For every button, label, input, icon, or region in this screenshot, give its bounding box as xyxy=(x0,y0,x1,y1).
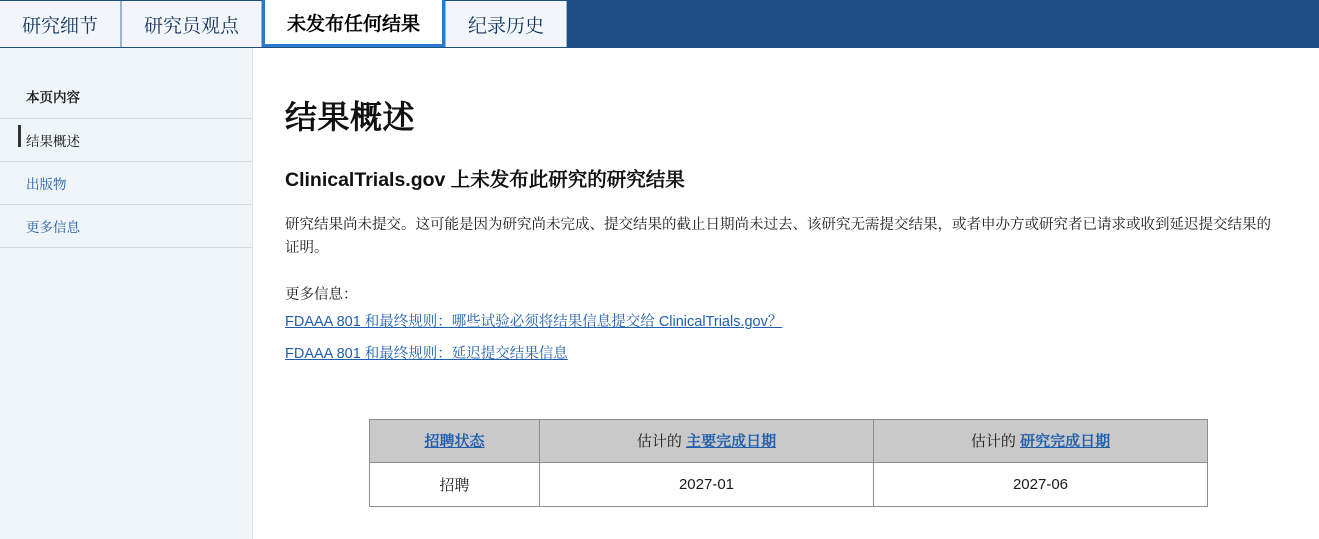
content-area xyxy=(0,48,1319,539)
tab-record-history[interactable] xyxy=(445,1,567,47)
tab-no-results-posted[interactable] xyxy=(262,0,445,47)
header-prefix: 估计的 xyxy=(636,433,682,451)
link-fdaaa-delayed-submission[interactable]: FDAAA 801 和最终规则：延迟提交结果信息 xyxy=(285,345,568,362)
sidebar-item-label: 更多信息 xyxy=(26,220,80,235)
table-body xyxy=(370,462,1208,506)
table-row xyxy=(370,462,1208,506)
header-recruitment-status xyxy=(370,419,540,462)
cell-study-completion-date: 2027-06 xyxy=(874,462,1208,506)
header-link-recruitment-status[interactable]: 招聘状态 xyxy=(424,433,485,451)
status-table-wrapper xyxy=(285,419,1279,507)
tab-label: 研究员观点 xyxy=(144,15,240,37)
tab-investigator-view[interactable] xyxy=(121,1,262,47)
header-study-completion-date xyxy=(874,419,1208,462)
sidebar-item-results-overview[interactable] xyxy=(0,118,252,161)
tab-label: 研究细节 xyxy=(22,15,99,37)
table-head xyxy=(370,419,1208,462)
page-title: 结果概述 xyxy=(285,99,416,135)
header-link-primary-completion-date[interactable]: 主要完成日期 xyxy=(686,433,777,451)
header-primary-completion-date xyxy=(540,419,874,462)
link-row xyxy=(285,310,1279,339)
more-info-label: 更多信息： xyxy=(285,286,358,303)
tab-label: 未发布任何结果 xyxy=(287,13,421,35)
tab-study-details[interactable] xyxy=(0,1,121,47)
sidebar-item-more-information[interactable] xyxy=(0,204,252,248)
link-row xyxy=(285,342,1279,371)
sidebar-title: 本页内容 xyxy=(26,90,80,105)
table-header-row xyxy=(370,419,1208,462)
link-fdaaa-which-trials[interactable]: FDAAA 801 和最终规则：哪些试验必须将结果信息提交给 ClinicalTrials.gov？ xyxy=(285,313,783,330)
sidebar-item-publications[interactable] xyxy=(0,161,252,204)
sidebar-item-label: 结果概述 xyxy=(26,134,80,149)
cell-recruitment-status: 招聘 xyxy=(370,462,540,506)
tab-label: 纪录历史 xyxy=(468,15,545,37)
header-link-study-completion-date[interactable]: 研究完成日期 xyxy=(1020,433,1111,451)
sidebar-item-label: 出版物 xyxy=(26,177,67,192)
tab-bar xyxy=(0,0,1319,48)
header-prefix: 估计的 xyxy=(970,433,1016,451)
study-status-table xyxy=(369,419,1208,507)
section-subtitle: ClinicalTrials.gov 上未发布此研究的研究结果 xyxy=(285,169,685,191)
cell-primary-completion-date: 2027-01 xyxy=(540,462,874,506)
sidebar xyxy=(0,48,252,539)
results-explanation-text: 研究结果尚未提交。这可能是因为研究尚未完成、提交结果的截止日期尚未过去、该研究无需提交结果，或者申办方或研究者已请求或收到延迟提交结果的证明。 xyxy=(285,217,1271,257)
main-panel xyxy=(252,48,1319,539)
